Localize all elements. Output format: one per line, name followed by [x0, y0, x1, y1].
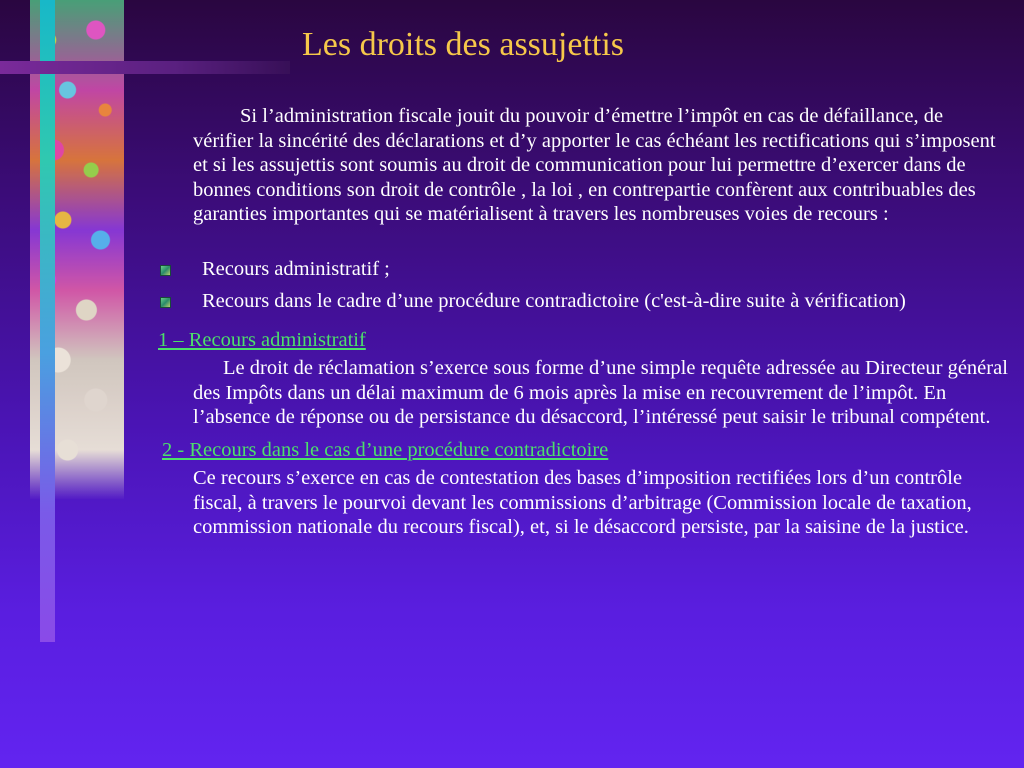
bullet-item	[158, 289, 1008, 314]
section-1-heading-link[interactable]: 1 – Recours administratif	[158, 328, 366, 351]
bullet-text: Recours administratif ;	[202, 257, 390, 280]
vertical-accent-bar	[40, 0, 55, 642]
horizontal-accent-bar	[0, 61, 290, 74]
intro-paragraph: Si l’administration fiscale jouit du pouvoir d’émettre l’impôt en cas de défaillance, de vérifier la sincérité des déclarations et d’y apporter le cas échéant les rectifications qui s’imposent et si les assujettis sont soumis au droit de communication pour lui permettre d’exercer dans de bonnes conditions son droit de contrôle , la loi , en contrepartie confèrent aux contribuables des garanties importantes qui se matérialisent à travers les nombreuses voies de recours :	[193, 105, 996, 225]
section-2-heading-link[interactable]: 2 - Recours dans le cas d’une procédure contradictoire	[162, 438, 609, 461]
slide-title: Les droits des assujettis	[302, 26, 625, 63]
bullet-list	[158, 257, 1008, 314]
slide-content	[158, 104, 1008, 540]
section-2-paragraph: Ce recours s’exerce en cas de contestation des bases d’imposition rectifiées lors d’un contrôle fiscal, à travers le pourvoi devant les commissions d’arbitrage (Commission locale de taxation, commission nationale du recours fiscal), et, si le désaccord persiste, par la saisine de la justice.	[193, 467, 972, 538]
square-bullet-icon	[160, 265, 171, 276]
bullet-item	[158, 257, 1008, 282]
bullet-text: Recours dans le cadre d’une procédure contradictoire (c'est-à-dire suite à vérification)	[202, 290, 906, 312]
section-1-paragraph: Le droit de réclamation s’exerce sous forme d’une simple requête adressée au Directeur général des Impôts dans un délai maximum de 6 mois après la mise en recouvrement de l’impôt. En l’absence de réponse ou de persistance du désaccord, l’intéressé peut saisir le tribunal compétent.	[193, 357, 1008, 428]
square-bullet-icon	[160, 297, 171, 308]
